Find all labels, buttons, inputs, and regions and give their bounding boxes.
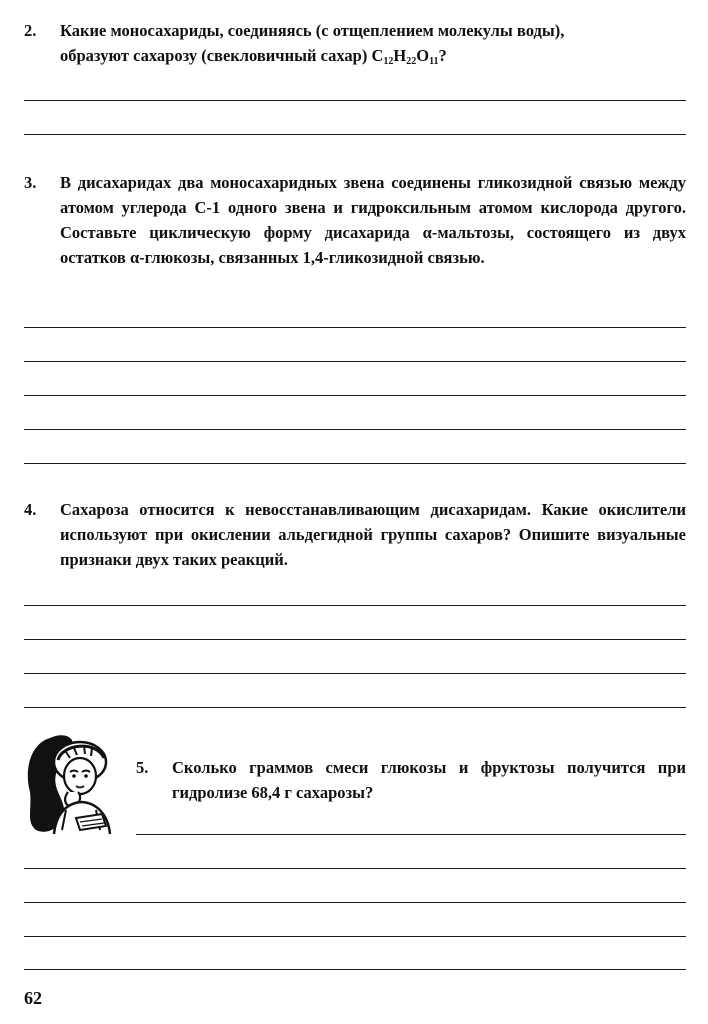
answer-line[interactable] — [24, 395, 686, 396]
answer-line[interactable] — [24, 100, 686, 101]
answer-line[interactable] — [24, 463, 686, 464]
question-4-number: 4. — [24, 500, 37, 519]
answer-line[interactable] — [24, 327, 686, 328]
answer-line[interactable] — [24, 605, 686, 606]
answer-line[interactable] — [136, 834, 686, 835]
question-3 — [24, 170, 686, 270]
answer-line[interactable] — [24, 639, 686, 640]
question-2 — [24, 18, 686, 68]
face — [64, 758, 96, 794]
question-2-number: 2. — [24, 21, 37, 40]
sucrose-formula: $C_{12}H_{22}O_{11}$? — [371, 46, 447, 67]
question-4 — [24, 497, 686, 572]
question-2-text — [60, 18, 686, 68]
question-3-text: В дисахаридах два моносахаридных звена соединены гликозидной связью между атомом углерода С-1 одного звена и гидроксильным атомом кислорода другого. Составьте циклическую форму дисахарида α-мальтозы, состоящего из двух остатков α-глюкозы, связанных 1,4-гликозидной связью. — [60, 173, 686, 267]
answer-line[interactable] — [24, 429, 686, 430]
question-5 — [136, 755, 686, 805]
question-3-number: 3. — [24, 173, 37, 192]
answer-line[interactable] — [24, 902, 686, 903]
answer-line[interactable] — [24, 936, 686, 937]
question-5-number: 5. — [136, 758, 149, 777]
question-5-text: Сколько граммов смеси глюкозы и фруктозы получится при гидролизе 68,4 г сахарозы? — [172, 758, 686, 802]
question-2-line1: Какие моносахариды, соединяясь (с отщеплением молекулы воды), — [60, 21, 565, 40]
page-number: 62 — [24, 988, 42, 1008]
question-4-text: Сахароза относится к невосстанавливающим дисахаридам. Какие окислители используют при окислении альдегидной группы сахаров? Опишите визуальные признаки двух таких реакций. — [60, 500, 686, 569]
answer-line[interactable] — [24, 673, 686, 674]
answer-line[interactable] — [24, 134, 686, 135]
answer-line[interactable] — [24, 707, 686, 708]
question-2-line2: образуют сахарозу (свекловичный сахар) — [60, 46, 372, 65]
answer-line[interactable] — [24, 868, 686, 869]
answer-line[interactable] — [24, 361, 686, 362]
answer-line[interactable] — [24, 969, 686, 970]
thinking-boy-illustration — [22, 730, 132, 838]
